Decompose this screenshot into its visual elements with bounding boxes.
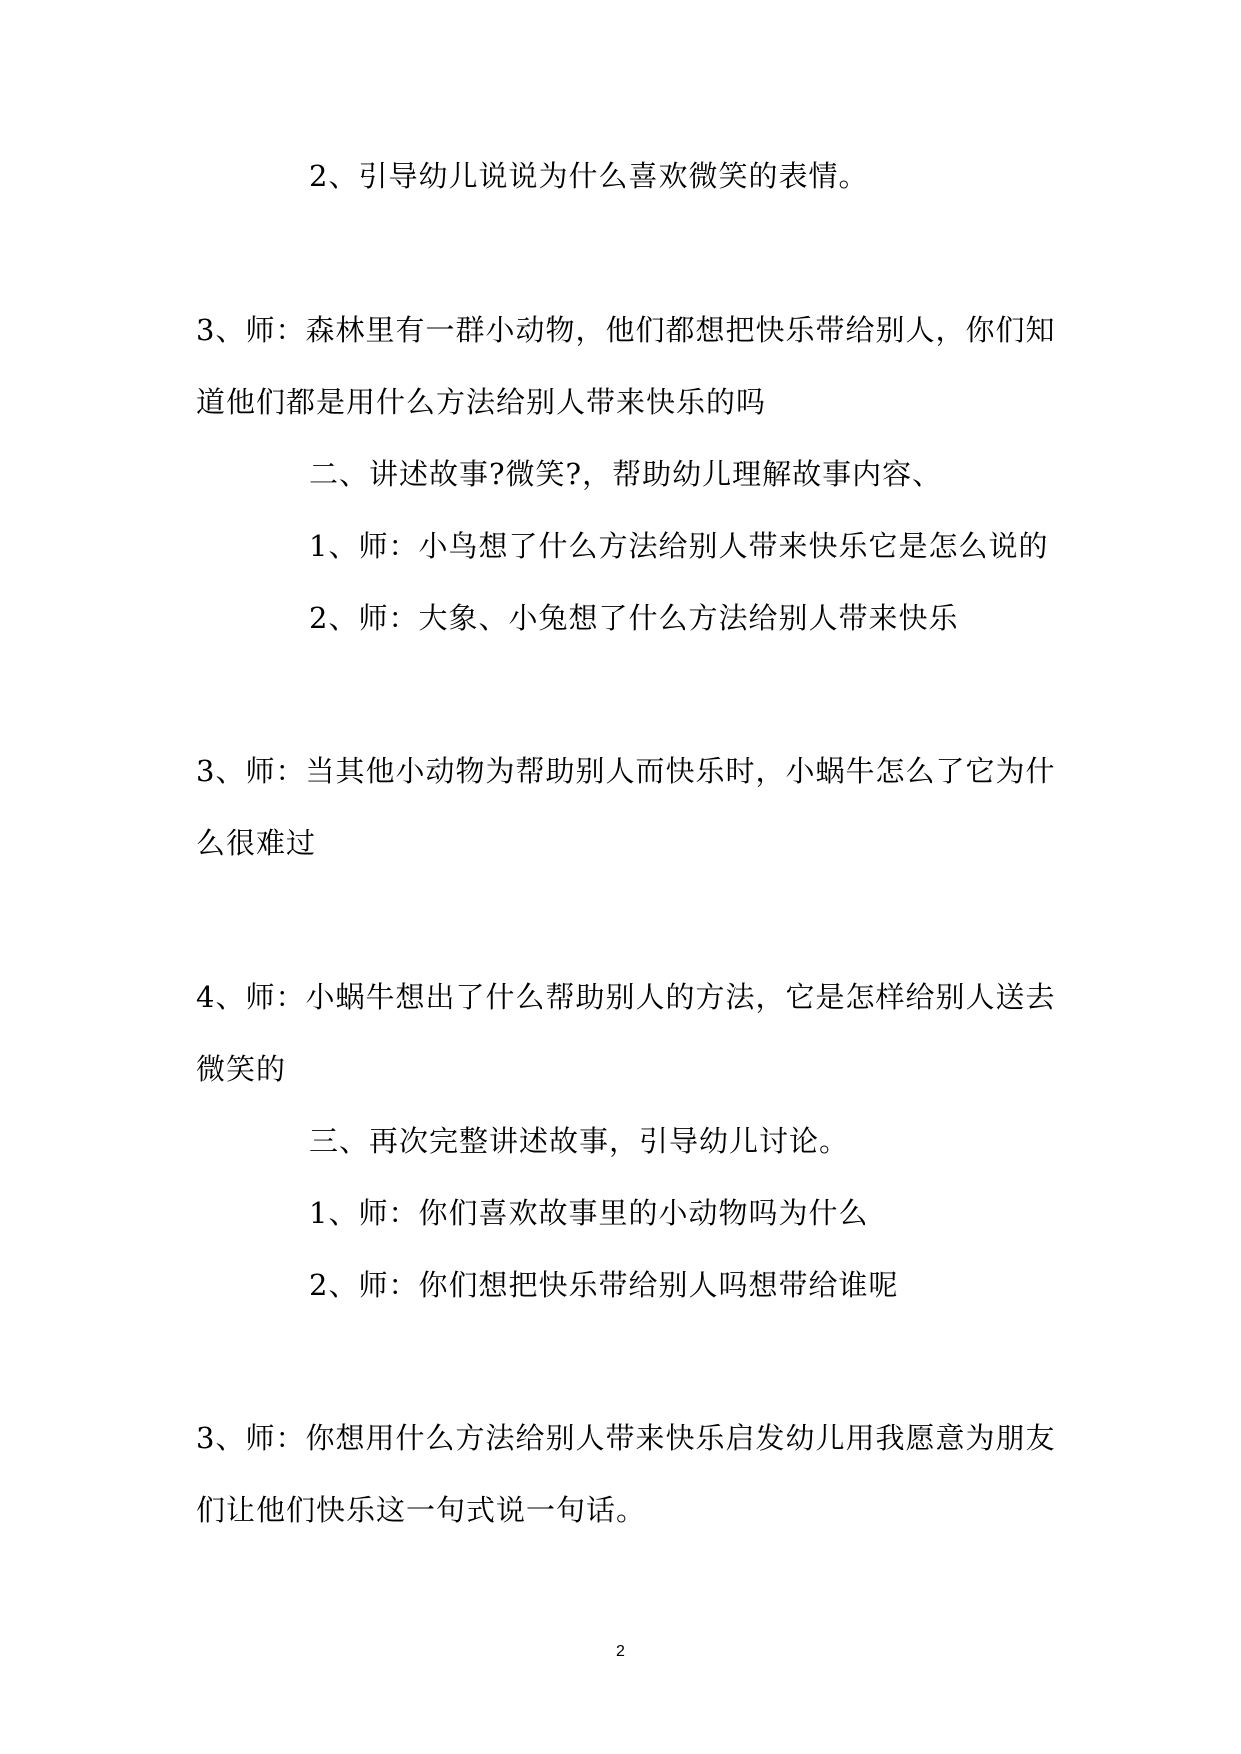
text-line: 2、师：你们想把快乐带给别人吗想带给谁呢 <box>309 1268 899 1302</box>
text-line: 4、师：小蜗牛想出了什么帮助别人的方法，它是怎样给别人送去 <box>196 980 1056 1014</box>
page-number: 2 <box>616 1643 625 1660</box>
text-line: 3、师：当其他小动物为帮助别人而快乐时，小蜗牛怎么了它为什 <box>196 754 1056 788</box>
text-line: 么很难过 <box>196 826 317 860</box>
text-line: 道他们都是用什么方法给别人带来快乐的吗 <box>196 385 767 419</box>
text-line: 3、师：森林里有一群小动物，他们都想把快乐带给别人，你们知 <box>196 313 1056 347</box>
text-line: 1、师：小鸟想了什么方法给别人带来快乐它是怎么说的 <box>309 529 1049 563</box>
text-line: 们让他们快乐这一句式说一句话。 <box>196 1493 647 1527</box>
text-line: 3、师：你想用什么方法给别人带来快乐启发幼儿用我愿意为朋友 <box>196 1421 1056 1455</box>
text-line: 2、师：大象、小兔想了什么方法给别人带来快乐 <box>309 601 959 635</box>
text-line: 1、师：你们喜欢故事里的小动物吗为什么 <box>309 1196 869 1230</box>
text-line: 三、再次完整讲述故事，引导幼儿讨论。 <box>309 1124 850 1158</box>
text-line: 二、讲述故事?微笑?，帮助幼儿理解故事内容、 <box>309 457 943 491</box>
text-line: 微笑的 <box>196 1052 287 1086</box>
text-line: 2、引导幼儿说说为什么喜欢微笑的表情。 <box>309 159 869 193</box>
